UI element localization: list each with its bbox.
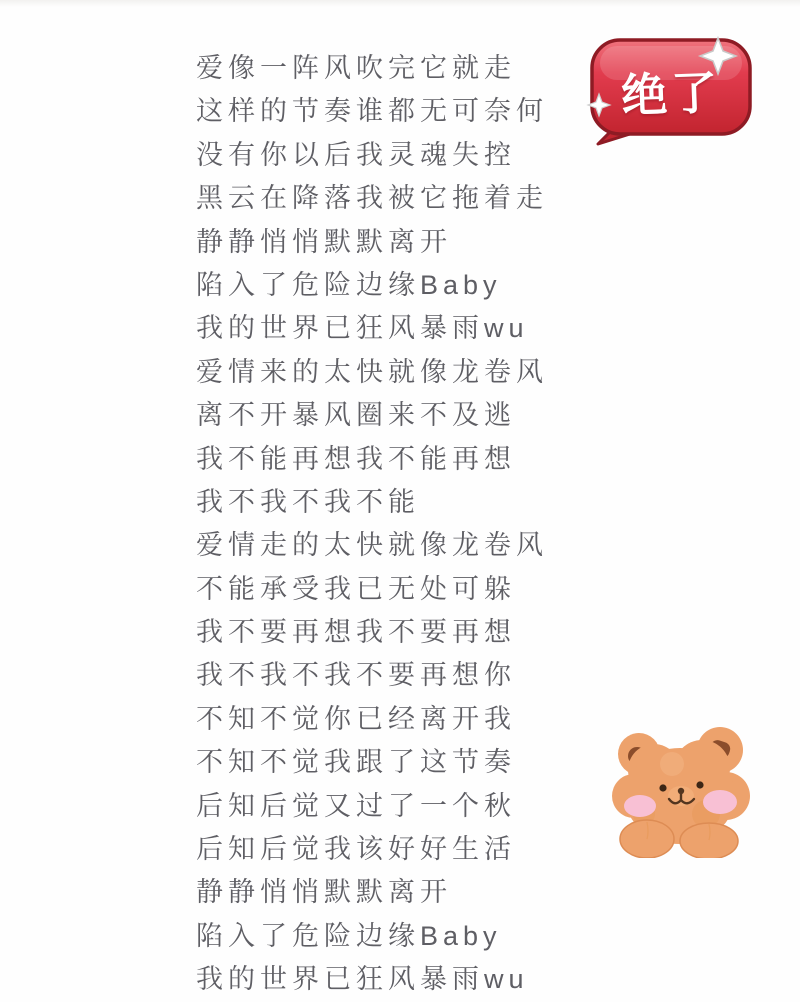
praise-sticker-label: 绝了 (620, 66, 722, 122)
lyric-line: 我的世界已狂风暴雨wu (196, 964, 529, 995)
lyric-line: 离不开暴风圈来不及逃 (196, 400, 516, 431)
lyric-line: 我不我不我不能 (196, 486, 420, 517)
lyric-line: 静静悄悄默默离开 (196, 226, 452, 257)
lyric-line: 不知不觉我跟了这节奏 (196, 747, 516, 778)
lyrics-block (196, 47, 616, 1002)
lyric-line: 我不我不我不要再想你 (196, 660, 516, 691)
lyric-line: 后知后觉我该好好生活 (196, 834, 516, 865)
lyric-line: 陷入了危险边缘Baby (196, 269, 502, 300)
lyric-line: 我的世界已狂风暴雨wu (196, 313, 529, 344)
top-fade-band (0, 0, 800, 7)
lyric-line: 没有你以后我灵魂失控 (196, 139, 516, 170)
lyric-line: 我不能再想我不能再想 (196, 443, 516, 474)
lyric-line: 不能承受我已无处可躲 (196, 573, 516, 604)
lyric-line: 陷入了危险边缘Baby (196, 920, 502, 951)
lyric-line: 黑云在降落我被它拖着走 (196, 183, 548, 214)
teddy-bear-sticker (606, 722, 758, 858)
lyric-line: 不知不觉你已经离开我 (196, 703, 516, 734)
lyric-line: 爱情走的太快就像龙卷风 (196, 530, 548, 561)
praise-sticker (586, 36, 758, 148)
lyric-line: 我不要再想我不要再想 (196, 617, 516, 648)
lyric-line: 静静悄悄默默离开 (196, 877, 452, 908)
lyric-line: 爱像一阵风吹完它就走 (196, 53, 516, 83)
teddy-bear-icon (606, 722, 758, 858)
lyric-line: 这样的节奏谁都无可奈何 (196, 96, 548, 127)
lyric-line: 爱情来的太快就像龙卷风 (196, 356, 548, 387)
lyric-line: 后知后觉又过了一个秋 (196, 790, 516, 821)
